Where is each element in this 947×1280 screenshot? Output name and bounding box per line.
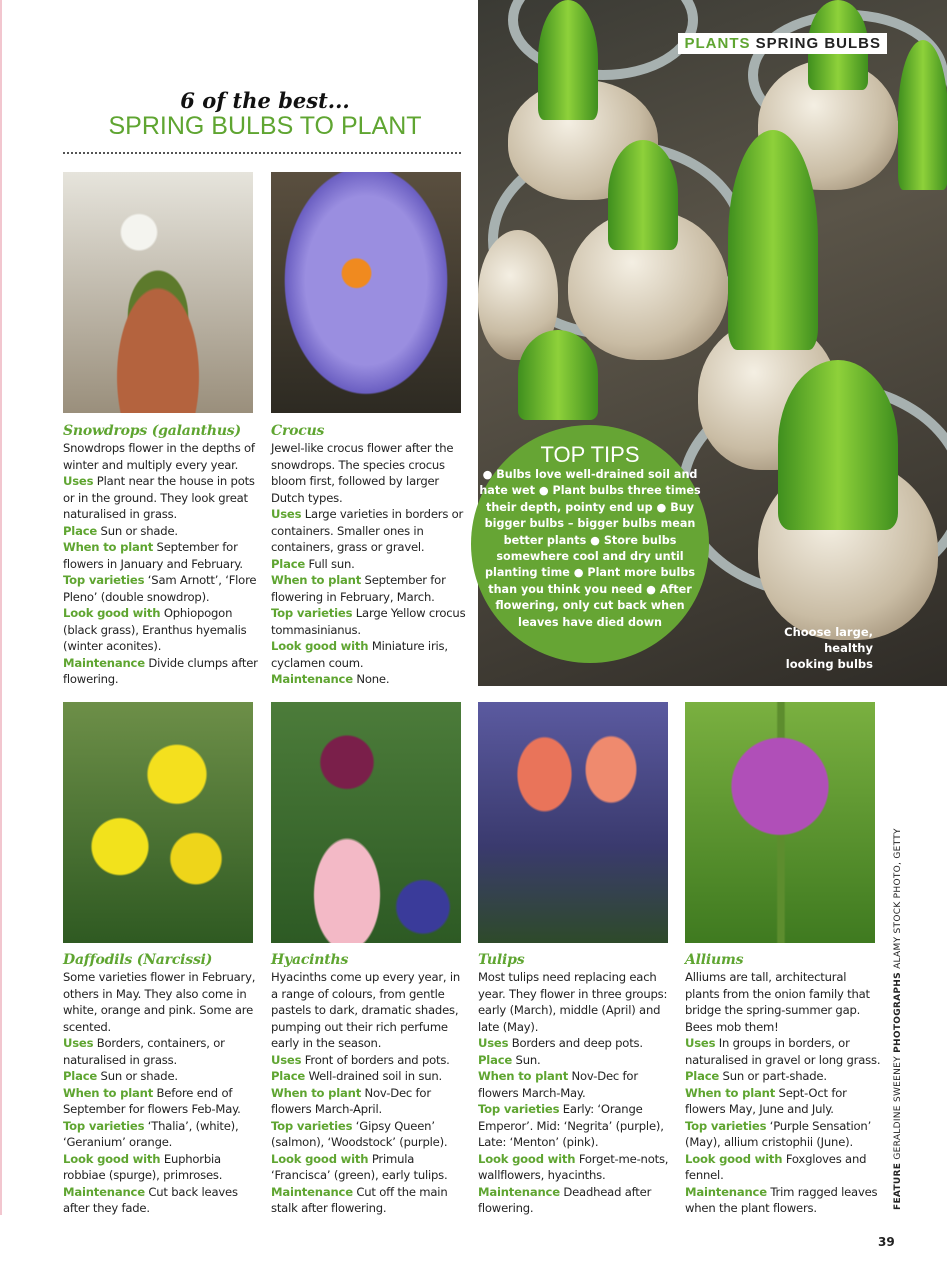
plant-card <box>685 952 881 1217</box>
field-label: Place <box>685 1069 720 1083</box>
field-label: Top varieties <box>63 1118 145 1133</box>
field-label: When to plant <box>478 1069 569 1083</box>
plant-field <box>63 473 259 523</box>
plant-field <box>478 1151 674 1184</box>
plant-field <box>271 556 467 573</box>
field-text: Well-drained soil in sun. <box>308 1069 442 1083</box>
field-label: Look good with <box>478 1151 576 1166</box>
field-label: Place <box>63 523 98 538</box>
plant-field <box>63 572 259 605</box>
plant-name: Alliums <box>685 952 744 968</box>
plant-field <box>685 1085 881 1118</box>
plant-field <box>271 1052 467 1069</box>
plant-field <box>63 539 259 572</box>
plant-field <box>63 523 259 540</box>
plant-field <box>63 1035 259 1068</box>
field-text: Euphorbia robbiae (spurge), primroses. <box>63 1151 223 1182</box>
plant-field <box>271 1151 467 1184</box>
field-label: Maintenance <box>685 1184 767 1199</box>
plant-field <box>478 1101 674 1151</box>
plant-field <box>63 1085 259 1118</box>
field-text: Primula ‘Francisca’ (green), early tulips. <box>271 1151 448 1182</box>
field-label: When to plant <box>271 1085 362 1100</box>
field-label: Uses <box>63 474 94 488</box>
field-text: Borders, containers, or naturalised in grass. <box>63 1036 225 1067</box>
field-text: ‘Thalia’, (white), ‘Geranium’ orange. <box>63 1118 239 1149</box>
top-tips-text: ● Bulbs love well-drained soil and hate wet ● Plant bulbs three times their depth, pointy end up ● Buy bigger bulbs – bigger bulbs mean better plants ● Store bulbs somewhere cool and dry until planting time ● Plant more bulbs than you think you need ● After flowering, only cut back when leaves have died down <box>479 468 701 629</box>
field-text: Cut back leaves after they fade. <box>63 1184 238 1215</box>
field-label: Uses <box>63 1036 94 1050</box>
plant-card <box>63 423 259 688</box>
field-text: Full sun. <box>308 556 355 571</box>
plant-field <box>271 671 467 688</box>
field-label: Uses <box>271 1052 302 1067</box>
field-text: Borders and deep pots. <box>511 1036 643 1050</box>
page-title: SPRING BULBS TO PLANT <box>108 112 422 140</box>
field-label: Maintenance <box>63 1184 145 1199</box>
field-label: When to plant <box>63 540 154 554</box>
field-label: Maintenance <box>271 672 353 686</box>
field-text: Foxgloves and fennel. <box>685 1151 867 1182</box>
plant-field <box>63 1151 259 1184</box>
field-label: Look good with <box>63 606 161 620</box>
field-text: Sun or part-shade. <box>722 1069 827 1083</box>
plant-field <box>478 1068 674 1101</box>
field-label: Place <box>271 1069 306 1083</box>
field-text: In groups in borders, or naturalised in gravel or long grass. <box>685 1036 881 1067</box>
plant-field <box>63 1068 259 1085</box>
field-text: Front of borders and pots. <box>304 1052 450 1067</box>
field-label: Top varieties <box>478 1102 560 1116</box>
plant-field <box>271 572 467 605</box>
field-text: Ophiopogon (black grass), Eranthus hyemalis (winter aconites). <box>63 606 247 653</box>
plant-card <box>271 952 467 1217</box>
field-text: Large Yellow crocus tommasinianus. <box>271 606 466 637</box>
field-text: Sun or shade. <box>100 523 178 538</box>
plant-field <box>63 1184 259 1217</box>
field-text: Sun. <box>515 1052 541 1067</box>
field-text: ‘Purple Sensation’ (May), allium cristophii (June). <box>685 1118 872 1149</box>
plant-field <box>271 605 467 638</box>
field-label: Look good with <box>271 639 369 653</box>
field-label: Maintenance <box>63 655 145 670</box>
plant-field <box>271 1184 467 1217</box>
page-edge <box>0 0 2 1215</box>
plant-name: Tulips <box>478 952 525 968</box>
plant-card <box>271 423 467 688</box>
field-label: Look good with <box>63 1151 161 1166</box>
field-text: Nov-Dec for flowers March-April. <box>271 1085 431 1116</box>
alliums-photo <box>685 702 875 943</box>
field-text: Large varieties in borders or containers. Smaller ones in containers, grass or gravel. <box>271 507 464 554</box>
plant-field <box>271 1118 467 1151</box>
field-label: When to plant <box>63 1085 154 1100</box>
plant-field <box>63 655 259 688</box>
plant-name: Crocus <box>271 423 325 439</box>
section-tag: PLANTS SPRING BULBS <box>678 33 887 54</box>
field-text: Plant near the house in pots or in the ground. They look great naturalised in grass. <box>63 474 255 521</box>
field-label: Uses <box>271 507 302 521</box>
field-label: Top varieties <box>685 1118 767 1133</box>
plant-field <box>271 1068 467 1085</box>
plant-name: Hyacinths <box>271 952 349 968</box>
field-label: Top varieties <box>63 573 145 587</box>
field-text: Deadhead after flowering. <box>478 1184 652 1215</box>
plant-intro: Jewel-like crocus flower after the snowdrops. The species crocus bloom first, followed by larger Dutch types. <box>271 441 454 505</box>
field-label: Top varieties <box>271 1118 353 1133</box>
field-label: Top varieties <box>271 606 353 620</box>
field-label: When to plant <box>271 573 362 587</box>
tulips-photo <box>478 702 668 943</box>
field-label: Look good with <box>685 1151 783 1166</box>
field-text: September for flowering in February, March. <box>271 573 446 604</box>
field-text: ‘Sam Arnott’, ‘Flore Pleno’ (double snowdrop). <box>63 573 257 604</box>
plant-intro: Some varieties flower in February, others in May. They also come in white, orange and pink. Some are scented. <box>63 970 256 1034</box>
plant-field <box>63 1118 259 1151</box>
field-text: Miniature iris, cyclamen coum. <box>271 639 448 670</box>
plant-card <box>63 952 259 1217</box>
snowdrops-photo <box>63 172 253 413</box>
photo-caption: Choose large, healthy looking bulbs <box>784 625 873 671</box>
field-text: September for flowers in January and February. <box>63 540 243 571</box>
field-text: Trim ragged leaves when the plant flowers. <box>685 1184 878 1215</box>
field-text: Sept-Oct for flowers May, June and July. <box>685 1085 847 1116</box>
plant-name: Daffodils (Narcissi) <box>63 952 213 968</box>
field-text: Before end of September for flowers Feb-May. <box>63 1085 241 1116</box>
field-label: When to plant <box>685 1085 776 1100</box>
field-text: ‘Gipsy Queen’ (salmon), ‘Woodstock’ (purple). <box>271 1118 448 1149</box>
field-label: Place <box>63 1069 98 1083</box>
plant-field <box>271 506 467 556</box>
daffodils-photo <box>63 702 253 943</box>
top-tips-circle <box>471 425 709 663</box>
hyacinths-photo <box>271 702 461 943</box>
field-label: Look good with <box>271 1151 369 1166</box>
plant-field <box>685 1035 881 1068</box>
plant-field <box>685 1151 881 1184</box>
field-text: None. <box>356 672 390 686</box>
field-label: Uses <box>478 1036 509 1050</box>
crocus-photo <box>271 172 461 413</box>
field-text: Early: ‘Orange Emperor’. Mid: ‘Negrita’ (purple), Late: ‘Menton’ (pink). <box>478 1102 664 1149</box>
field-label: Maintenance <box>271 1184 353 1199</box>
plant-card <box>478 952 674 1217</box>
plant-field <box>271 638 467 671</box>
page-number: 39 <box>878 1235 895 1249</box>
field-text: Nov-Dec for flowers March-May. <box>478 1069 638 1100</box>
top-tips-heading: TOP TIPS <box>540 442 640 467</box>
plant-field <box>271 1085 467 1118</box>
plant-intro: Alliums are tall, architectural plants from the onion family that bridge the spring-summer gap. Bees mob them! <box>685 970 870 1034</box>
field-text: Divide clumps after flowering. <box>63 655 258 686</box>
plant-field <box>478 1035 674 1052</box>
field-text: Sun or shade. <box>100 1069 178 1083</box>
plant-intro: Most tulips need replacing each year. They flower in three groups: early (March), middle (April) and late (May). <box>478 970 668 1034</box>
field-text: Forget-me-nots, wallflowers, hyacinths. <box>478 1151 669 1182</box>
field-label: Maintenance <box>478 1184 560 1199</box>
plant-intro: Hyacinths come up every year, in a range of colours, from gentle pastels to dark, dramatic shades, pumping out their rich perfume early in the season. <box>271 970 461 1050</box>
field-label: Place <box>478 1052 513 1067</box>
plant-field <box>478 1052 674 1069</box>
photo-credit: FEATURE GERALDINE SWEENEY PHOTOGRAPHS ALAMY STOCK PHOTO, GETTY <box>893 828 903 1210</box>
plant-intro: Snowdrops flower in the depths of winter and multiply every year. <box>63 441 255 472</box>
plant-name: Snowdrops (galanthus) <box>63 423 241 439</box>
plant-field <box>478 1184 674 1217</box>
field-label: Uses <box>685 1036 716 1050</box>
plant-field <box>685 1118 881 1151</box>
plant-field <box>685 1068 881 1085</box>
divider <box>63 152 461 154</box>
plant-field <box>63 605 259 655</box>
field-text: Cut off the main stalk after flowering. <box>271 1184 448 1215</box>
kicker: 6 of the best... <box>180 88 350 113</box>
field-label: Place <box>271 556 306 571</box>
plant-field <box>685 1184 881 1217</box>
